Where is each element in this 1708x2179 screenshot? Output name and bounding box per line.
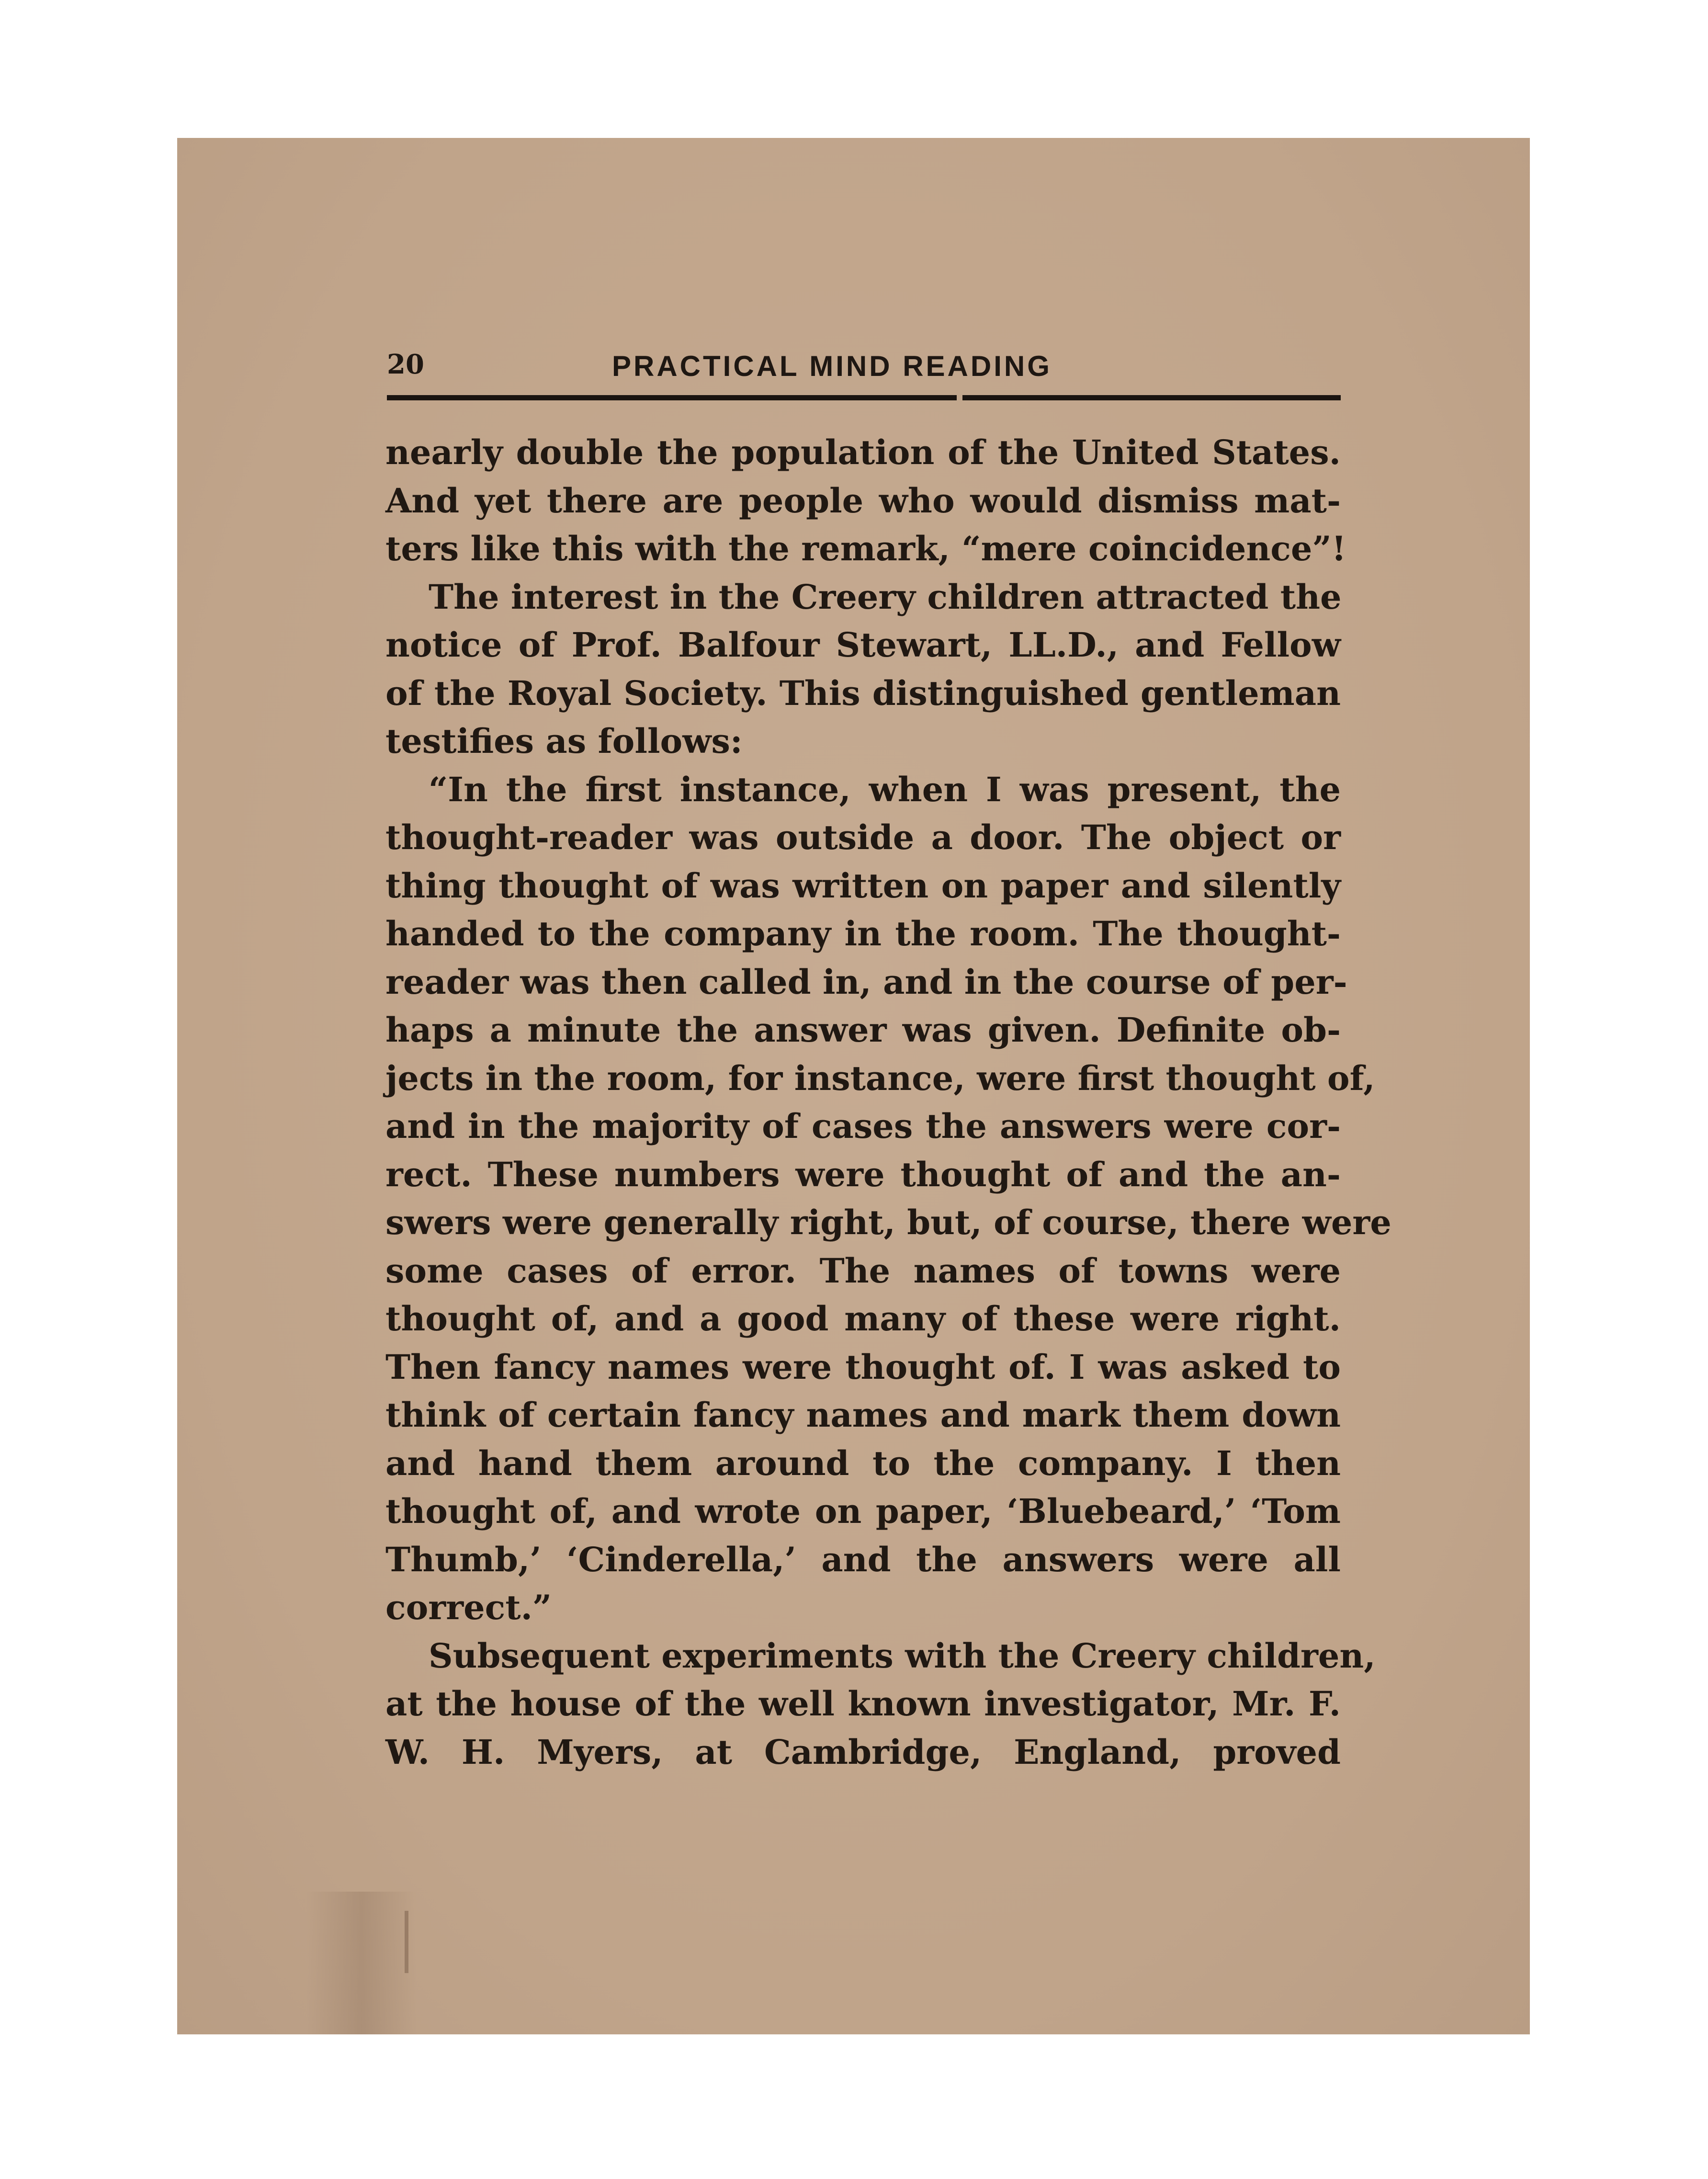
text-line: thought of, and a good many of these were right. [385,1299,1341,1339]
text-line: thing thought of was written on paper and silently [385,865,1341,906]
text-line: reader was then called in, and in the course of per- [385,962,1347,1002]
text-line: correct.” [385,1588,552,1627]
text-line: ters like this with the remark, “mere coincidence”! [385,529,1346,568]
text-line: thought of, and wrote on paper, ‘Bluebeard,’ ‘Tom [385,1491,1341,1531]
text-line: of the Royal Society. This distinguished gentleman [385,673,1341,713]
text-line: testifies as follows: [385,721,743,761]
page-header [387,345,1340,388]
text-line: rect. These numbers were thought of and the an- [385,1154,1341,1194]
page-number: 20 [387,349,424,380]
page-shadow [306,1892,417,2034]
text-line: thought-reader was outside a door. The object or [385,817,1341,857]
text-line: and hand them around to the company. I then [385,1443,1341,1483]
header-rule-left [387,395,957,400]
text-line: and in the majority of cases the answers were cor- [385,1106,1341,1146]
text-line: Subsequent experiments with the Creery children, [429,1635,1376,1676]
body-text [385,429,1391,1776]
text-line: think of certain fancy names and mark them down [385,1395,1341,1435]
text-line: nearly double the population of the United States. [385,432,1341,472]
text-line: The interest in the Creery children attracted the [429,577,1342,617]
text-line: handed to the company in the room. The thought- [385,914,1341,953]
text-line: And yet there are people who would dismiss mat- [385,480,1341,521]
running-head: PRACTICAL MIND READING [612,350,1052,382]
text-line: haps a minute the answer was given. Definite ob- [385,1010,1341,1050]
text-line: Then fancy names were thought of. I was asked to [385,1347,1341,1387]
text-line: jects in the room, for instance, were first thought of, [385,1058,1375,1098]
text-line: notice of Prof. Balfour Stewart, LL.D., and Fellow [385,625,1341,665]
text-line: Thumb,’ ‘Cinderella,’ and the answers were all [385,1539,1341,1579]
text-line: at the house of the well known investigator, Mr. F. [385,1684,1341,1724]
text-line: “In the first instance, when I was present, the [429,769,1341,809]
header-rule-right [962,395,1341,400]
text-line: W. H. Myers, at Cambridge, England, proved [385,1732,1341,1772]
text-line: swers were generally right, but, of course, there were [385,1203,1391,1242]
binding-mark [405,1911,408,1973]
text-line: some cases of error. The names of towns were [385,1250,1341,1291]
